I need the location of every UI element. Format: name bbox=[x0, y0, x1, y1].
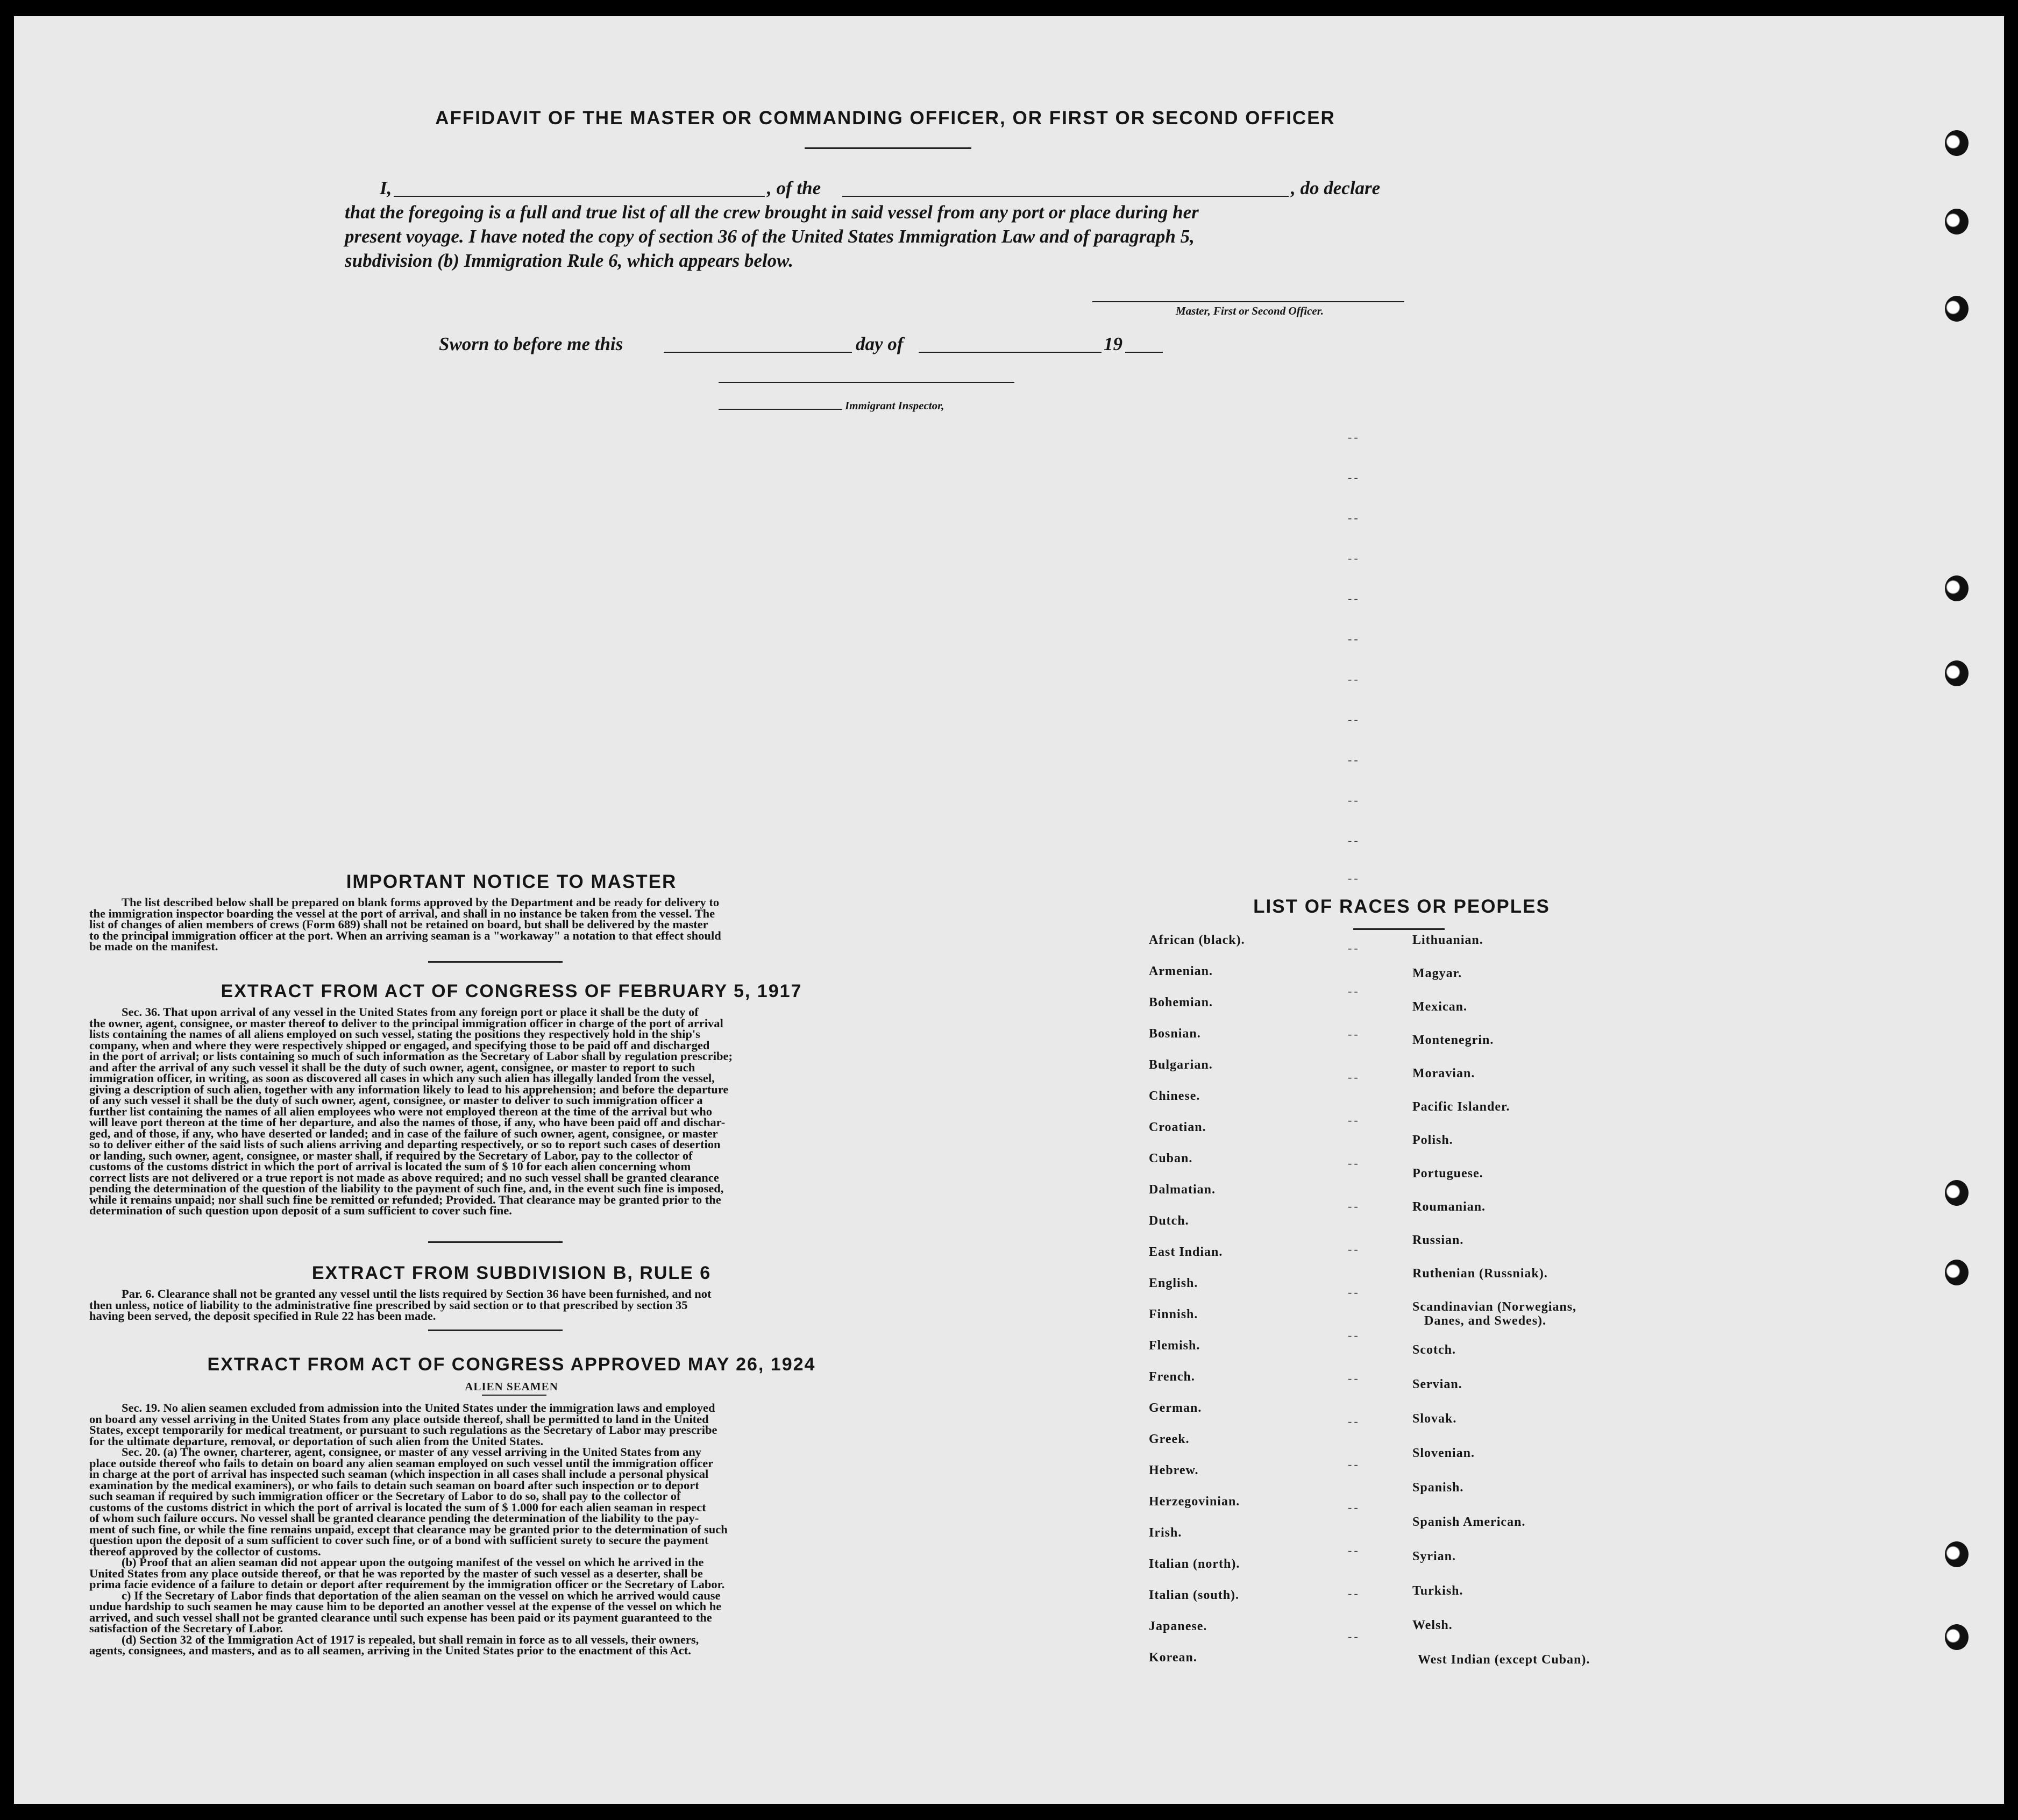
race-item: Korean. bbox=[1149, 1651, 1197, 1665]
extract-1924-line: arrived, and such vessel shall not be granted clearance until such expense has been paid or its payment guaranteed to the bbox=[89, 1610, 712, 1624]
extract-1917-line: will leave port thereon at the time of her departure, and also the names of those, if any, who have been paid off and dischar- bbox=[89, 1115, 726, 1129]
extract-1924-line: thereof approved by the collector of customs. bbox=[89, 1544, 321, 1558]
race-item: Ruthenian (Russniak). bbox=[1412, 1267, 1548, 1281]
extract-1924-line: examination by the medical examiners), or who fails to detain such seaman on board after such inspection or to deport bbox=[89, 1478, 699, 1492]
extract-1917-line: further list containing the names of all alien employees who were not employed thereon at the time of the arrival but who bbox=[89, 1104, 713, 1118]
race-item: Scandinavian (Norwegians, bbox=[1412, 1300, 1577, 1314]
extract-1917-line: the owner, agent, consignee, or master thereof to deliver to the principal immigration officer in charge of the port of arrival bbox=[89, 1016, 723, 1030]
extract-1917-line: or landing, such owner, agent, consignee, or master shall, if required by the Secretary of Labor, pay to the collector of bbox=[89, 1148, 693, 1162]
race-item: Moravian. bbox=[1412, 1067, 1475, 1080]
rule6-line: then unless, notice of liability to the administrative fine prescribed by said section or to that prescribed by section 35 bbox=[89, 1298, 688, 1312]
dash-mark: -- bbox=[1348, 713, 1360, 726]
dash-mark: -- bbox=[1348, 1501, 1360, 1514]
extract-1924-line: in charge at the port of arrival has inspected such seaman (which inspection in all cases shall include a personal physical bbox=[89, 1467, 709, 1481]
extract-1917-line: giving a description of such alien, together with any information likely to lead to his apprehension; and before the departure bbox=[89, 1082, 729, 1096]
extract-1917-line: in the port of arrival; or lists containing so much of such information as the Secretary of Labor shall by regulation prescribe; bbox=[89, 1049, 733, 1063]
affidavit-line4: subdivision (b) Immigration Rule 6, which appears below. bbox=[345, 250, 793, 271]
notice-line: The list described below shall be prepared on blank forms approved by the Department and be ready for delivery to bbox=[122, 895, 720, 909]
extract-1924-line: Sec. 19. No alien seamen excluded from admission into the United States under the immigration laws and employed bbox=[122, 1401, 715, 1414]
binder-hole-icon bbox=[1945, 1541, 1969, 1567]
race-item: Syrian. bbox=[1412, 1549, 1456, 1563]
sworn-month-blank bbox=[919, 352, 1102, 353]
extract-1917-line: customs of the customs district in which the port of arrival is located the sum of $ 10 for each alien concerning whom bbox=[89, 1160, 691, 1173]
race-item: Danes, and Swedes). bbox=[1424, 1314, 1547, 1328]
affidavit-vessel-blank bbox=[842, 196, 1289, 197]
race-item: Japanese. bbox=[1149, 1619, 1207, 1633]
race-item: Croatian. bbox=[1149, 1120, 1206, 1134]
binder-hole-icon bbox=[1945, 209, 1969, 234]
dash-mark: -- bbox=[1348, 1242, 1360, 1256]
race-item: Armenian. bbox=[1149, 964, 1213, 978]
extract-1924-title: EXTRACT FROM ACT OF CONGRESS APPROVED MAY 26, 1924 bbox=[207, 1354, 816, 1375]
notice-line: the immigration inspector boarding the vessel at the port of arrival, and shall in no instance be taken from the vessel. The bbox=[89, 906, 715, 920]
race-item: Scotch. bbox=[1412, 1343, 1456, 1357]
binder-hole-icon bbox=[1945, 660, 1969, 686]
inspector-line-2 bbox=[719, 409, 842, 410]
race-item: Polish. bbox=[1412, 1133, 1453, 1147]
rule6-line: Par. 6. Clearance shall not be granted any vessel until the lists required by Section 36 have been furnished, and not bbox=[122, 1287, 712, 1300]
extract-1924-line: place outside thereof who fails to detain on board any alien seaman employed on such vessel until the immigration officer bbox=[89, 1456, 714, 1470]
dash-mark: -- bbox=[1348, 941, 1360, 955]
affidavit-line3: present voyage. I have noted the copy of section 36 of the United States Immigration Law and of paragraph 5, bbox=[345, 226, 1195, 247]
extract-1924-line: ment of such fine, or while the fine remains unpaid, except that clearance may be granted prior to the determination of such bbox=[89, 1522, 728, 1536]
race-item: Lithuanian. bbox=[1412, 933, 1483, 947]
race-item: Pacific Islander. bbox=[1412, 1100, 1510, 1114]
extract-1917-line: and after the arrival of any such vessel it shall be the duty of such owner, agent, consignee, or master to report to such bbox=[89, 1060, 695, 1074]
binder-hole-icon bbox=[1945, 130, 1969, 156]
extract-1924-line: customs of the customs district in which the port of arrival is located the sum of $ 1.000 for each alien seaman in respect bbox=[89, 1500, 706, 1514]
notice-line: list of changes of alien members of crews (Form 689) shall not be retained on board, but shall be delivered by the master bbox=[89, 918, 708, 931]
rule6-line: having been served, the deposit specified in Rule 22 has been made. bbox=[89, 1309, 436, 1323]
notice-line: to the principal immigration officer at the port. When an arriving seaman is a "workaway" a notation to that effect should bbox=[89, 928, 721, 942]
race-item: Dutch. bbox=[1149, 1214, 1189, 1228]
race-item: Dalmatian. bbox=[1149, 1183, 1216, 1197]
dash-mark: -- bbox=[1348, 834, 1360, 847]
race-item: Slovenian. bbox=[1412, 1446, 1475, 1460]
affidavit-line1-declare: , do declare bbox=[1291, 177, 1381, 198]
extract-1917-line: so to deliver either of the said lists of such aliens arriving and departing respectively, or so to report such cases of desertion bbox=[89, 1138, 721, 1151]
inspector-line bbox=[719, 382, 1014, 383]
race-item: East Indian. bbox=[1149, 1245, 1223, 1259]
dash-mark: -- bbox=[1348, 1458, 1360, 1471]
extract-1924-line: United States from any place outside thereof, or that he was reported by the master of such vessel as a deserter, shall be bbox=[89, 1566, 703, 1580]
race-item: French. bbox=[1149, 1370, 1195, 1384]
notice-divider bbox=[428, 961, 563, 963]
extract-1924-line: on board any vessel arriving in the United States from any place outside thereof, shall be permitted to land in the United bbox=[89, 1412, 709, 1426]
race-item: Finnish. bbox=[1149, 1307, 1198, 1321]
race-item: Portuguese. bbox=[1412, 1167, 1483, 1181]
rule6-title: EXTRACT FROM SUBDIVISION B, RULE 6 bbox=[311, 1263, 712, 1283]
extract-1924-line: undue hardship to such seamen he may cause him to be deported an another vessel at the expense of the vessel on which he bbox=[89, 1599, 722, 1613]
dash-mark: -- bbox=[1348, 1199, 1360, 1213]
dash-mark: -- bbox=[1348, 1544, 1360, 1557]
affidavit-name-blank bbox=[394, 196, 765, 197]
sworn-day-blank bbox=[664, 352, 852, 353]
signature-line bbox=[1092, 301, 1404, 302]
race-item: English. bbox=[1149, 1276, 1198, 1290]
year-prefix: 19 bbox=[1104, 333, 1122, 354]
extract-1924-line: c) If the Secretary of Labor finds that deportation of the alien seaman on the vessel on which he arrived would cause bbox=[122, 1588, 721, 1602]
race-item: Spanish. bbox=[1412, 1481, 1464, 1495]
dash-mark: -- bbox=[1348, 793, 1360, 807]
race-item: Bohemian. bbox=[1149, 996, 1213, 1009]
notice-body bbox=[89, 897, 934, 952]
binder-hole-icon bbox=[1945, 1624, 1969, 1650]
extract-1917-line: company, when and where they were respectively shipped or engaged, and specifying those to be paid off and discharged bbox=[89, 1038, 710, 1052]
notice-line: be made on the manifest. bbox=[89, 940, 218, 953]
race-item: Welsh. bbox=[1412, 1618, 1453, 1632]
sworn-text: Sworn to before me this bbox=[439, 333, 623, 354]
dash-mark: -- bbox=[1348, 1156, 1360, 1170]
dash-mark: -- bbox=[1348, 1630, 1360, 1643]
extract-1917-title: EXTRACT FROM ACT OF CONGRESS OF FEBRUARY 5, 1917 bbox=[221, 981, 802, 1001]
dash-mark: -- bbox=[1348, 1113, 1360, 1127]
sworn-year-blank bbox=[1125, 352, 1163, 353]
extract-1917-line: immigration officer, in writing, as soon as discovered all cases in which any such alien has illegally landed from the vessel, bbox=[89, 1071, 715, 1085]
extract-1924-line: (d) Section 32 of the Immigration Act of 1917 is repealed, but shall remain in force as to all vessels, their owners, bbox=[122, 1632, 699, 1646]
extract-1917-line: determination of such question upon deposit of a sum sufficient to cover such fine. bbox=[89, 1204, 512, 1217]
binder-hole-icon bbox=[1945, 575, 1969, 601]
dash-mark: -- bbox=[1348, 1587, 1360, 1600]
extract-1924-line: Sec. 20. (a) The owner, charterer, agent, consignee, or master of any vessel arriving in the United States from any bbox=[122, 1445, 702, 1459]
race-item: German. bbox=[1149, 1401, 1202, 1415]
race-item: Flemish. bbox=[1149, 1339, 1200, 1353]
race-item: Turkish. bbox=[1412, 1584, 1463, 1598]
manifest-page bbox=[14, 16, 2004, 1804]
race-item: Herzegovinian. bbox=[1149, 1495, 1240, 1509]
dash-mark: -- bbox=[1348, 1027, 1360, 1041]
extract-1924-line: prima facie evidence of a failure to detain or deport after requirement by the immigration officer or the Secretary of Labor. bbox=[89, 1577, 725, 1591]
extract-1917-line: pending the determination of the question of the liability to the payment of such fine, and, in the event such fine is imposed, bbox=[89, 1182, 724, 1195]
binder-hole-icon bbox=[1945, 1260, 1969, 1285]
dash-mark: -- bbox=[1348, 1371, 1360, 1385]
race-item: Spanish American. bbox=[1412, 1515, 1526, 1529]
extract-1924-body bbox=[89, 1403, 934, 1657]
dash-mark: -- bbox=[1348, 1285, 1360, 1299]
dash-mark: -- bbox=[1348, 551, 1360, 565]
race-item: Magyar. bbox=[1412, 966, 1462, 980]
dash-mark: -- bbox=[1348, 632, 1360, 645]
affidavit-line1-of-the: , of the bbox=[767, 177, 821, 198]
race-item: Montenegrin. bbox=[1412, 1033, 1494, 1047]
extract-1924-line: for the ultimate departure, removal, or deportation of such alien from the United States. bbox=[89, 1434, 544, 1448]
extract-1917-line: ged, and of those, if any, who have deserted or landed; and in case of the failure of such owner, agent, consignee, or master bbox=[89, 1126, 718, 1140]
affidavit-title: AFFIDAVIT OF THE MASTER OR COMMANDING OFFICER, OR FIRST OR SECOND OFFICER bbox=[435, 108, 1335, 129]
notice-title: IMPORTANT NOTICE TO MASTER bbox=[346, 871, 677, 892]
race-item: Irish. bbox=[1149, 1526, 1182, 1540]
signature-caption: Master, First or Second Officer. bbox=[1176, 304, 1324, 317]
dash-mark: -- bbox=[1348, 1328, 1360, 1342]
day-of-text: day of bbox=[856, 333, 904, 354]
extract-1924-line: (b) Proof that an alien seaman did not appear upon the outgoing manifest of the vessel on which he arrived in the bbox=[122, 1555, 704, 1569]
extract-1917-line: correct lists are not delivered or a true report is not made as above required; and no such vessel shall be granted clearance bbox=[89, 1170, 719, 1184]
race-item: Russian. bbox=[1412, 1233, 1464, 1247]
extract-1917-line: while it remains unpaid; nor shall such fine be remitted or refunded; Provided. That clearance may be granted prior to the bbox=[89, 1192, 721, 1206]
extract-1917-line: Sec. 36. That upon arrival of any vessel in the United States from any foreign port or place it shall be the duty of bbox=[122, 1005, 699, 1019]
rule6-divider bbox=[428, 1330, 563, 1331]
affidavit-line2: that the foregoing is a full and true list of all the crew brought in said vessel from any port or place during her bbox=[345, 202, 1199, 223]
race-item: Bosnian. bbox=[1149, 1027, 1201, 1041]
dash-mark: -- bbox=[1348, 430, 1360, 444]
race-item: Italian (north). bbox=[1149, 1557, 1240, 1571]
dash-mark: -- bbox=[1348, 984, 1360, 998]
extract-1917-divider bbox=[428, 1241, 563, 1243]
extract-1917-line: lists containing the names of all aliens employed on such vessel, stating the positions they respectively hold in the ship's bbox=[89, 1027, 700, 1041]
rule6-body bbox=[89, 1289, 934, 1322]
dash-mark: -- bbox=[1348, 753, 1360, 766]
race-item: Roumanian. bbox=[1412, 1200, 1486, 1214]
races-title: LIST OF RACES OR PEOPLES bbox=[1253, 896, 1550, 917]
affidavit-line1-i: I, bbox=[380, 177, 392, 198]
binder-hole-icon bbox=[1945, 1180, 1969, 1206]
dash-mark: -- bbox=[1348, 471, 1360, 484]
extract-1924-subtitle: ALIEN SEAMEN bbox=[465, 1380, 558, 1393]
dash-mark: -- bbox=[1348, 871, 1360, 885]
dash-mark: -- bbox=[1348, 511, 1360, 524]
race-item: Servian. bbox=[1412, 1377, 1462, 1391]
race-item: Slovak. bbox=[1412, 1412, 1457, 1426]
race-item: West Indian (except Cuban). bbox=[1418, 1653, 1590, 1667]
race-item: Chinese. bbox=[1149, 1089, 1200, 1103]
extract-1924-line: such seaman if required by such immigration officer or the Secretary of Labor to do so, shall pay to the collector of bbox=[89, 1489, 681, 1503]
extract-1917-line: of any such vessel it shall be the duty of such owner, agent, consignee, or master to deliver to such immigration officer a bbox=[89, 1093, 703, 1107]
race-item: Hebrew. bbox=[1149, 1463, 1199, 1477]
inspector-caption: Immigrant Inspector, bbox=[845, 399, 944, 412]
race-item: Mexican. bbox=[1412, 1000, 1467, 1014]
affidavit-divider bbox=[805, 147, 971, 149]
extract-1924-line: agents, consignees, and masters, and as to all seamen, arriving in the United States prior to the enactment of this Act. bbox=[89, 1644, 691, 1657]
extract-1924-line: of whom such failure occurs. No vessel shall be granted clearance pending the determination of the liability to the pay- bbox=[89, 1511, 699, 1525]
extract-1924-line: States, except temporarily for medical treatment, or pursuant to such regulations as the Secretary of Labor may prescribe bbox=[89, 1423, 717, 1437]
race-item: Cuban. bbox=[1149, 1151, 1193, 1165]
extract-1924-subdivider bbox=[482, 1395, 546, 1396]
extract-1917-body bbox=[89, 1007, 934, 1217]
dash-mark: -- bbox=[1348, 672, 1360, 686]
dash-mark: -- bbox=[1348, 592, 1360, 605]
dash-mark: -- bbox=[1348, 1070, 1360, 1084]
race-item: Italian (south). bbox=[1149, 1588, 1240, 1602]
dash-mark: -- bbox=[1348, 1414, 1360, 1428]
binder-hole-icon bbox=[1945, 296, 1969, 322]
race-item: Greek. bbox=[1149, 1432, 1190, 1446]
race-item: Bulgarian. bbox=[1149, 1058, 1213, 1072]
races-divider bbox=[1353, 928, 1445, 930]
extract-1924-line: question upon the deposit of a sum sufficient to cover such fine, or of a bond with sufficient surety to secure the payment bbox=[89, 1533, 709, 1547]
extract-1924-line: satisfaction of the Secretary of Labor. bbox=[89, 1622, 283, 1635]
race-item: African (black). bbox=[1149, 933, 1245, 947]
